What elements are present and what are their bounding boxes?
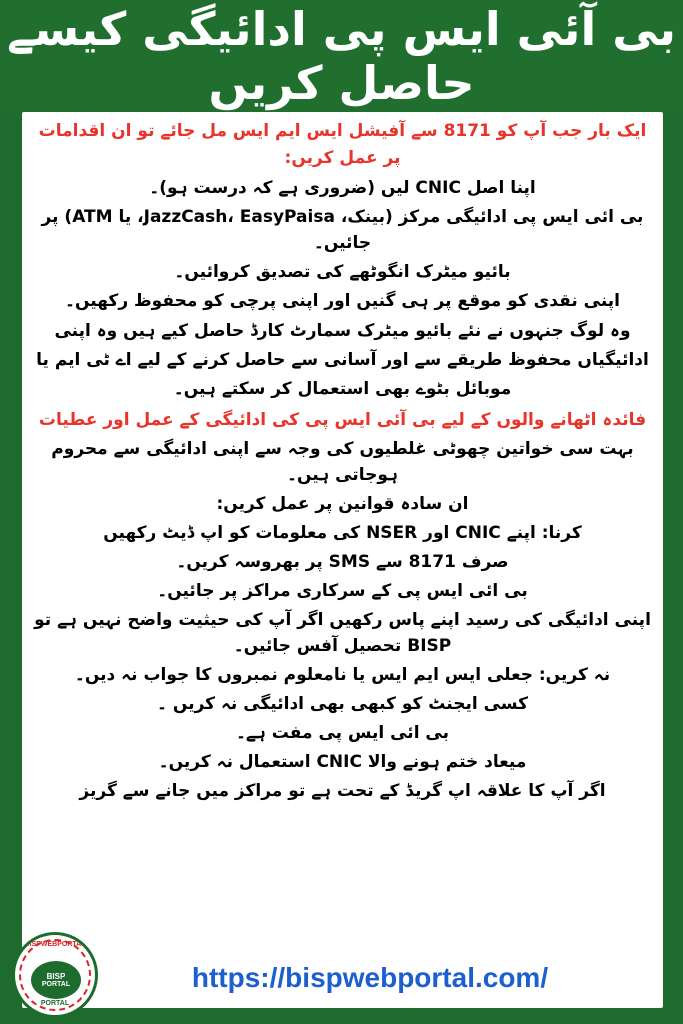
logo-bottom-text: PORTAL <box>40 1000 70 1007</box>
do-item: بی ائی ایس پی کے سرکاری مراکز پر جائیں۔ <box>157 581 528 601</box>
content-panel <box>22 112 663 1008</box>
step-item: اپنا اصل CNIC لیں (ضروری ہے کہ درست ہو)۔ <box>149 178 536 198</box>
intro-text: ایک بار جب آپ کو 8171 سے آفیشل ایس ایم ایس مل جائے تو ان اقدامات پر عمل کریں: <box>38 121 647 168</box>
logo-mid-text: BISP <box>46 972 66 981</box>
logo-mid-subtext: PORTAL <box>41 981 71 988</box>
step-item: بی ائی ایس پی ادائیگی مرکز (بینک، JazzCash، EasyPaisa، یا ATM) پر جائیں۔ <box>41 207 644 253</box>
dont-item: اگر آپ کا علاقہ اپ گریڈ کے تحت ہے تو مراکز میں جانے سے گریز <box>79 781 606 801</box>
article-body <box>32 118 653 807</box>
step-item: بائیو میٹرک انگوٹھے کی تصدیق کروائیں۔ <box>174 262 511 282</box>
page-title: بی آئی ایس پی ادائیگی کیسے حاصل کریں <box>6 2 677 110</box>
do-item: اپنی ادائیگی کی رسید اپنے پاس رکھیں اگر آپ کی حیثیت واضح نہیں ہے تو BISP تحصیل آفس جائیں۔ <box>34 610 651 656</box>
dont-item: بی ائی ایس پی مفت ہے۔ <box>235 723 450 743</box>
logo-top-text: BISPWEBPORTAL <box>24 941 86 948</box>
do-item: کرنا: اپنے CNIC اور NSER کی معلومات کو اپ ڈیٹ رکھیں <box>103 523 582 543</box>
dont-item: میعاد ختم ہونے والا CNIC استعمال نہ کریں۔ <box>158 752 527 772</box>
section-line: بہت سی خواتین چھوٹی غلطیوں کی وجہ سے اپنی ادائیگی سے محروم ہوجاتی ہیں۔ <box>51 439 634 485</box>
page-header <box>0 0 683 112</box>
step-item: اپنی نقدی کو موقع پر ہی گنیں اور اپنی پرچی کو محفوظ رکھیں۔ <box>65 291 620 311</box>
section-line: ان سادہ قوانین پر عمل کریں: <box>216 494 469 514</box>
do-item: صرف 8171 سے SMS پر بھروسہ کریں۔ <box>176 552 509 572</box>
dont-item: کسی ایجنٹ کو کبھی بھی ادائیگی نہ کریں ۔ <box>157 694 528 714</box>
footer <box>0 938 683 1024</box>
section-heading: فائدہ اٹھانے والوں کے لیے بی آئی ایس پی کی ادائیگی کے عمل اور عطیات <box>38 410 647 430</box>
website-link[interactable]: https://bispwebportal.com/ <box>191 962 549 993</box>
info-paragraph: وہ لوگ جنہوں نے نئے بائیو میٹرک سمارٹ کارڈ حاصل کیے ہیں وہ اپنی ادائیگیاں محفوظ طریقے سے اور آسانی سے حاصل کرنے کے لیے اے ٹی ایم یا موبائل بٹوے بھی استعمال کر سکتے ہیں۔ <box>36 321 649 399</box>
dont-item: نہ کریں: جعلی ایس ایم ایس یا نامعلوم نمبروں کا جواب نہ دیں۔ <box>74 665 611 685</box>
